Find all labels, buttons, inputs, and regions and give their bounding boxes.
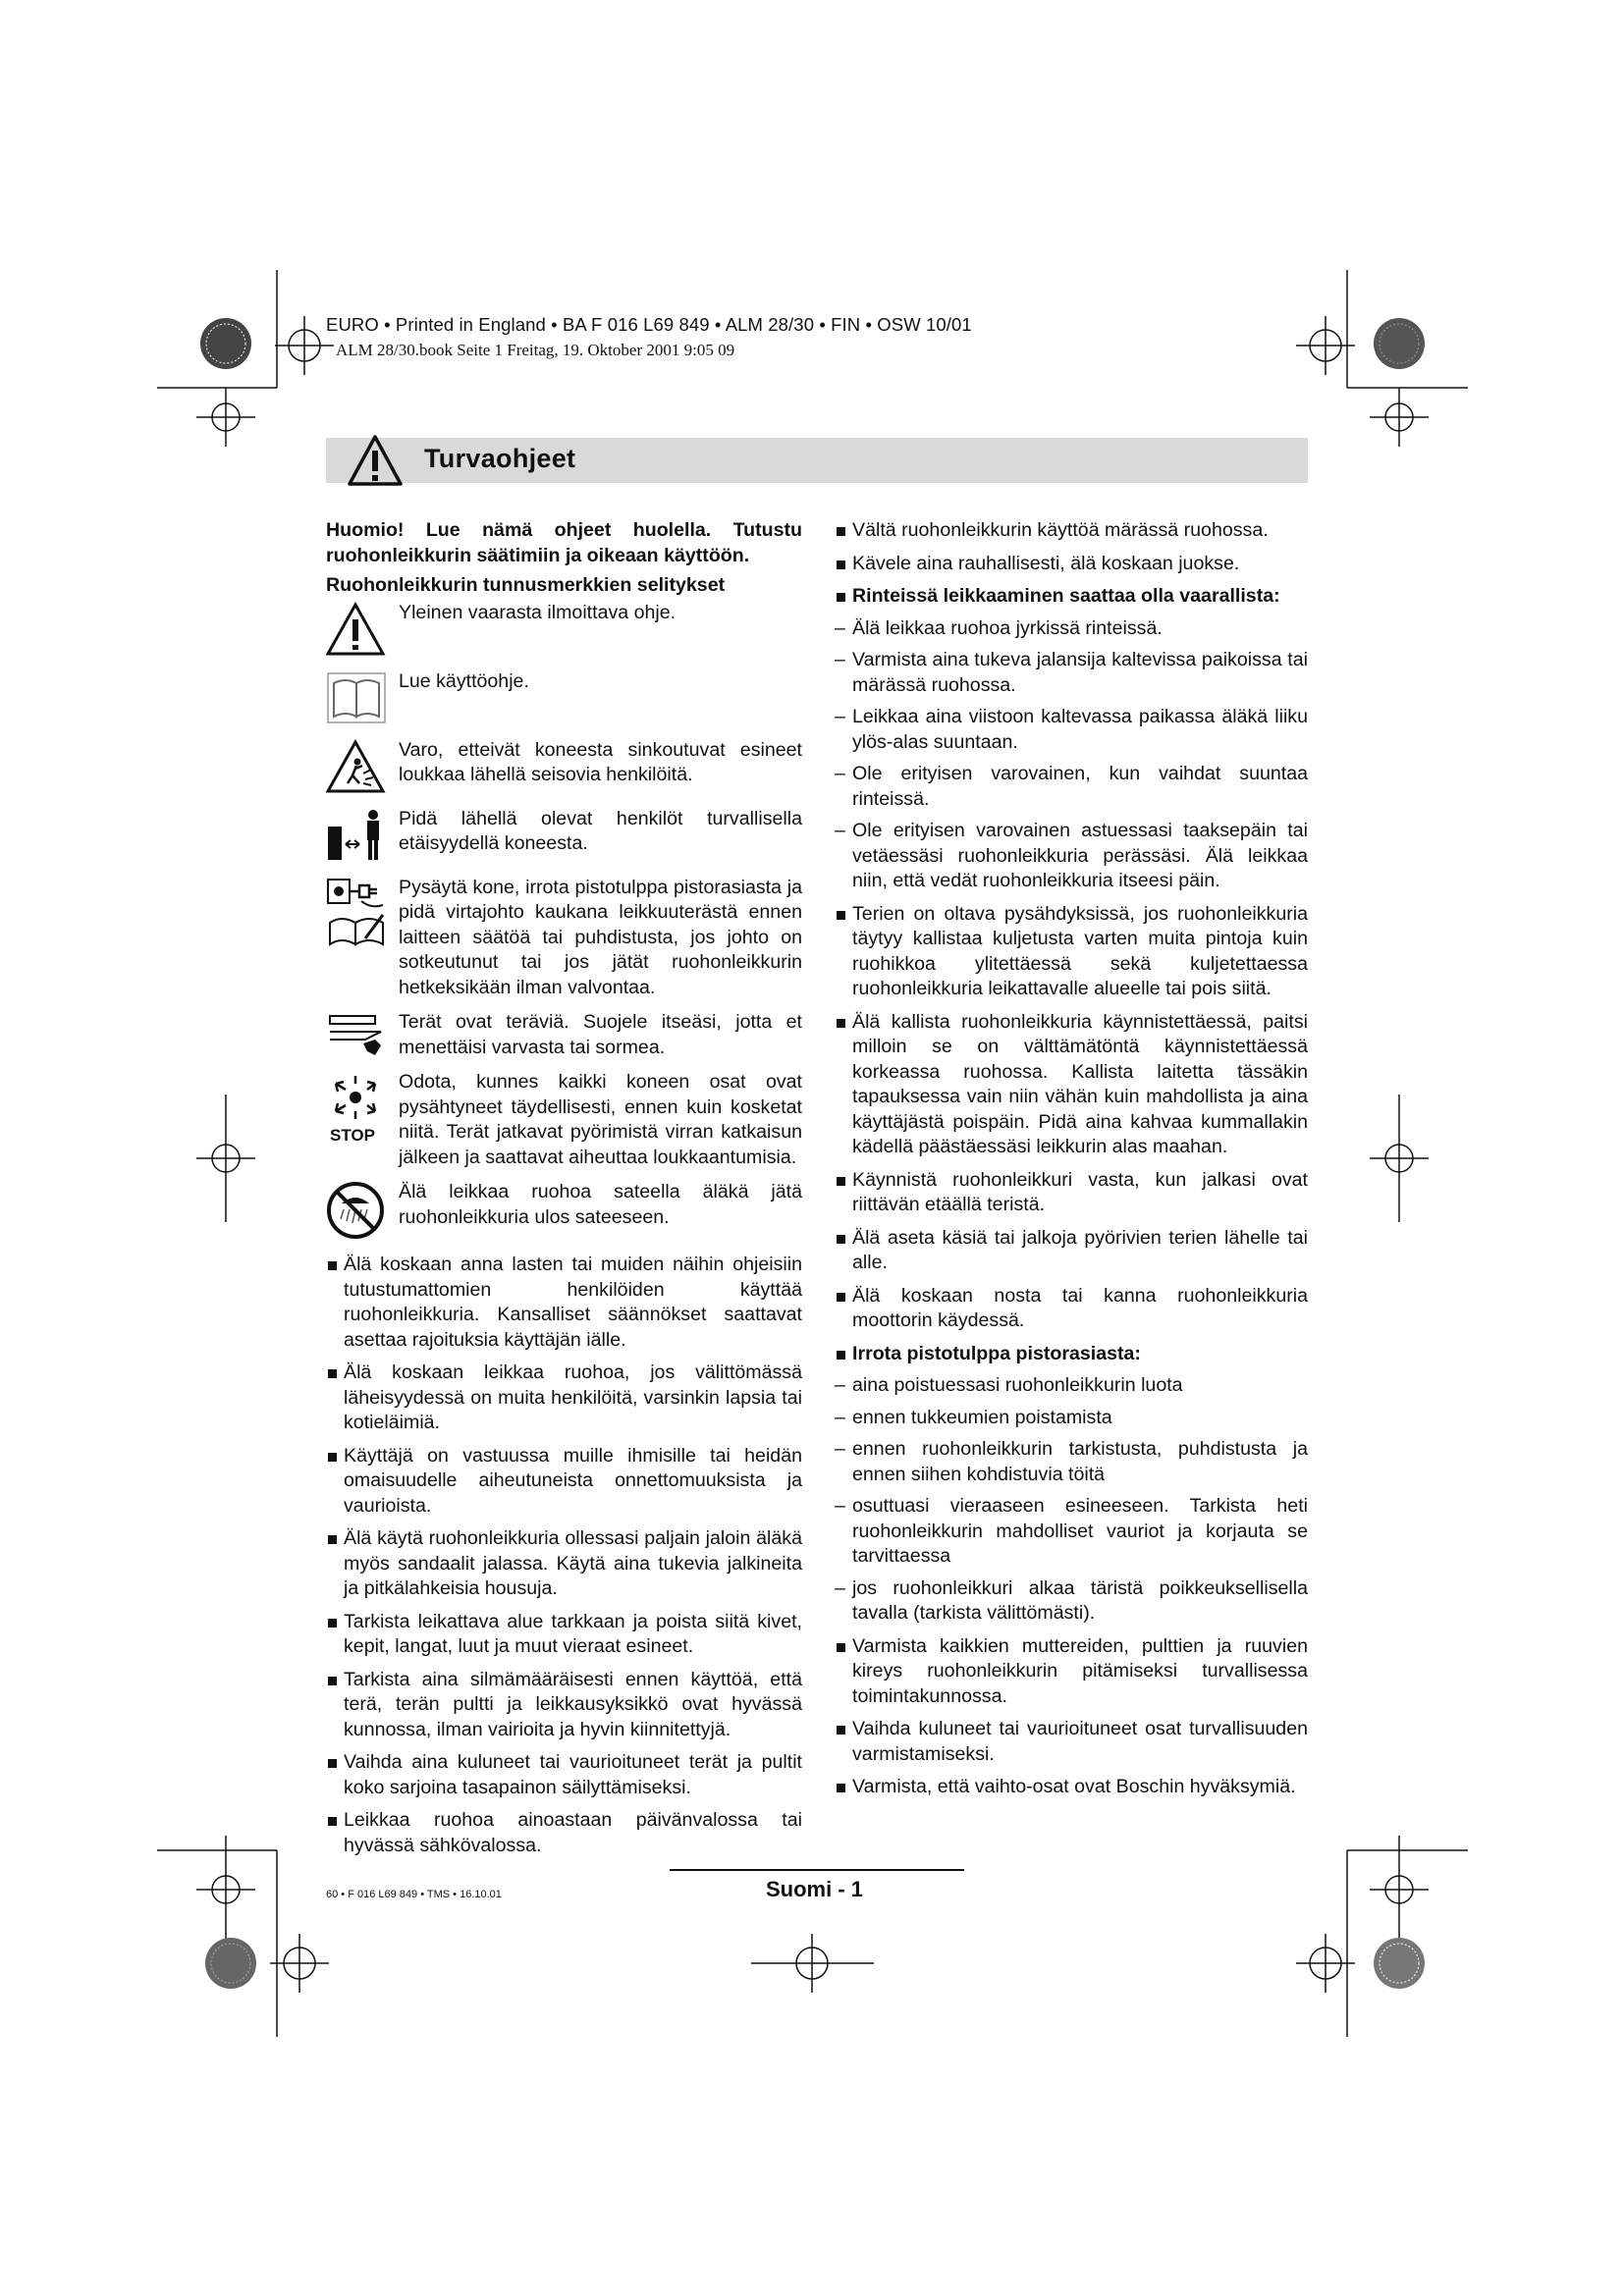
sharp-blade-icon	[326, 1010, 389, 1059]
warning-triangle-icon	[348, 434, 403, 487]
plug-heading: Irrota pistotulppa pistorasiasta:	[835, 1342, 1308, 1367]
symbol-text: Varo, etteivät koneesta sinkoutuvat esineet loukkaa lähellä seisovia henkilöitä.	[399, 738, 802, 785]
symbol-row	[326, 807, 802, 866]
flying-objects-icon	[326, 738, 389, 795]
left-column	[326, 518, 802, 1858]
no-rain-icon	[326, 1180, 389, 1241]
list-item: Älä koskaan anna lasten tai muiden näihin ohjeisiin tutustumattomien henkilöiden käyttää ruohonleikkuria. Kansalliset säännökset saattavat asettaa rajoituksia käyttäjän iälle.	[326, 1253, 802, 1353]
list-item: – Leikkaa aina viistoon kaltevassa paikassa äläkä liiku ylös-alas suuntaan.	[835, 705, 1308, 755]
list-item: Terien on oltava pysähdyksissä, jos ruohonleikkuria täytyy kallistaa kuljetusta varten muita pintoja kuin ruohikkoa ylitettäessä sekä kuljetettaessa ruohonleikkuria leikattavalle alueelle tai pois siitä.	[835, 902, 1308, 1002]
list-item: Vältä ruohonleikkurin käyttöä märässä ruohossa.	[835, 518, 1308, 544]
symbol-text: Terät ovat teräviä. Suojele itseäsi, jotta et menettäisi varvasta tai sormea.	[399, 1011, 802, 1058]
warning-triangle-icon	[326, 601, 389, 658]
symbol-row	[326, 1010, 802, 1060]
symbol-row	[326, 1180, 802, 1239]
stop-rotation-icon	[326, 1070, 389, 1125]
list-item: – osuttuasi vieraaseen esineeseen. Tarkista heti ruohonleikkurin mahdolliset vauriot ja korjauta se tarvittaessa	[835, 1494, 1308, 1570]
symbol-row	[326, 669, 802, 728]
stop-label: STOP	[330, 1126, 375, 1145]
symbol-row	[326, 876, 802, 1001]
list-item: Älä käytä ruohonleikkuria ollessasi paljain jaloin äläkä myös sandaalit jalassa. Käytä aina tukevia jalkineita ja pitkälahkeisia housuja.	[326, 1526, 802, 1602]
list-item: – Ole erityisen varovainen, kun vaihdat suuntaa rinteissä.	[835, 762, 1308, 812]
list-item: – ennen ruohonleikkurin tarkistusta, puhdistusta ja ennen siihen kohdistuvia töitä	[835, 1437, 1308, 1487]
footer-code: 60 • F 016 L69 849 • TMS • 16.10.01	[326, 1889, 502, 1900]
list-item: – jos ruohonleikkuri alkaa täristä poikkeuksellisella tavalla (tarkista välittömästi).	[835, 1576, 1308, 1627]
keep-distance-icon	[326, 807, 389, 864]
list-item: Älä koskaan nosta tai kanna ruohonleikkuria moottorin käydessä.	[835, 1284, 1308, 1334]
list-item: Varmista, että vaihto-osat ovat Boschin hyväksymiä.	[835, 1775, 1308, 1800]
symbols-subhead: Ruohonleikkurin tunnusmerkkien selitykset	[326, 574, 726, 596]
symbol-text: Lue käyttöohje.	[399, 669, 529, 692]
list-item: – ennen tukkeumien poistamista	[835, 1406, 1308, 1431]
right-column	[835, 518, 1308, 1800]
page-title: Turvaohjeet	[424, 444, 576, 473]
intro-text: Huomio! Lue nämä ohjeet huolella. Tutustu ruohonleikkurin säätimiin ja oikeaan käyttöön.	[326, 519, 802, 566]
symbol-text: Älä leikkaa ruohoa sateella äläkä jätä ruohonleikkuria ulos sateeseen.	[399, 1181, 802, 1228]
list-item: Varmista kaikkien muttereiden, pulttien ja ruuvien kireys ruohonleikkurin pitämiseksi turvallisessa toimintakunnossa.	[835, 1634, 1308, 1710]
list-item: – Varmista aina tukeva jalansija kaltevissa paikoissa tai märässä ruohossa.	[835, 648, 1308, 698]
symbol-row	[326, 1070, 802, 1170]
list-item: Vaihda aina kuluneet tai vaurioituneet terät ja pultit koko sarjoina tasapainon säilyttämiseksi.	[326, 1750, 802, 1800]
symbol-text: Pysäytä kone, irrota pistotulppa pistorasiasta ja pidä virtajohto kaukana leikkuuterästä ennen laitteen säätöä tai puhdistusta, jos johto on sotkeutunut tai jos jätät ruohonleikkurin hetkeksikään ilman valvontaa.	[399, 876, 802, 998]
footer-divider	[670, 1869, 964, 1871]
book-icon	[326, 669, 389, 726]
list-item: Tarkista leikattava alue tarkkaan ja poista siitä kivet, kepit, langat, luut ja muut vieraat esineet.	[326, 1610, 802, 1660]
symbol-text: Odota, kunnes kaikki koneen osat ovat pysähtyneet täydellisesti, ennen kuin kosketat niitä. Terät jatkavat pyörimistä virran katkaisun jälkeen ja saattavat aiheuttaa loukkaantumisia.	[399, 1071, 802, 1168]
symbol-row	[326, 738, 802, 797]
list-item: – Ole erityisen varovainen astuessasi taaksepäin tai vetäessäsi ruohonleikkuria perässäsi. Älä leikkaa niin, että vedät ruohonleikkuria itseesi päin.	[835, 819, 1308, 894]
page-number: Suomi - 1	[766, 1877, 864, 1901]
list-item: – aina poistuessasi ruohonleikkurin luota	[835, 1373, 1308, 1399]
list-item: Kävele aina rauhallisesti, älä koskaan juokse.	[835, 552, 1308, 577]
list-item: Käyttäjä on vastuussa muille ihmisille tai heidän omaisuudelle aiheutuneista onnettomuuksista ja vaurioista.	[326, 1444, 802, 1520]
symbol-text: Yleinen vaarasta ilmoittava ohje.	[399, 601, 677, 623]
list-item: Käynnistä ruohonleikkuri vasta, kun jalkasi ovat riittävän etäällä teristä.	[835, 1168, 1308, 1218]
list-item: Tarkista aina silmämääräisesti ennen käyttöä, että terä, terän pultti ja leikkausyksikkö ovat hyvässä kunnossa, ilman vairioita ja hyvin kiinnitettyjä.	[326, 1668, 802, 1743]
list-item: Älä koskaan leikkaa ruohoa, jos välittömässä läheisyydessä on muita henkilöitä, varsinkin lapsia tai kotieläimiä.	[326, 1361, 802, 1436]
list-item: – Älä leikkaa ruohoa jyrkissä rinteissä.	[835, 616, 1308, 642]
slope-heading: Rinteissä leikkaaminen saattaa olla vaarallista:	[835, 584, 1308, 610]
section-banner	[326, 438, 1308, 483]
print-header: EURO • Printed in England • BA F 016 L69 849 • ALM 28/30 • FIN • OSW 10/01	[326, 314, 972, 335]
list-item: Leikkaa ruohoa ainoastaan päivänvalossa tai hyvässä sähkövalossa.	[326, 1808, 802, 1858]
symbol-row	[326, 601, 802, 660]
list-item: Vaihda kuluneet tai vaurioituneet osat turvallisuuden varmistamiseksi.	[835, 1717, 1308, 1767]
list-item: Älä aseta käsiä tai jalkoja pyörivien terien lähelle tai alle.	[835, 1226, 1308, 1276]
list-item: Älä kallista ruohonleikkuria käynnistettäessä, paitsi milloin se on välttämätöntä käynnistettäessä korkeassa ruohossa. Kallista laitetta tässäkin tapauksessa vain niin vähän kuin mahdollista ja aina käyttäjästä poispäin. Pidä aina kahvaa kummallakin kädellä päästäessäsi leikkurin alas maahan.	[835, 1010, 1308, 1160]
unplug-icon	[326, 876, 389, 946]
book-header: ALM 28/30.book Seite 1 Freitag, 19. Oktober 2001 9:05 09	[336, 341, 735, 359]
symbol-text: Pidä lähellä olevat henkilöt turvallisella etäisyydellä koneesta.	[399, 807, 802, 854]
